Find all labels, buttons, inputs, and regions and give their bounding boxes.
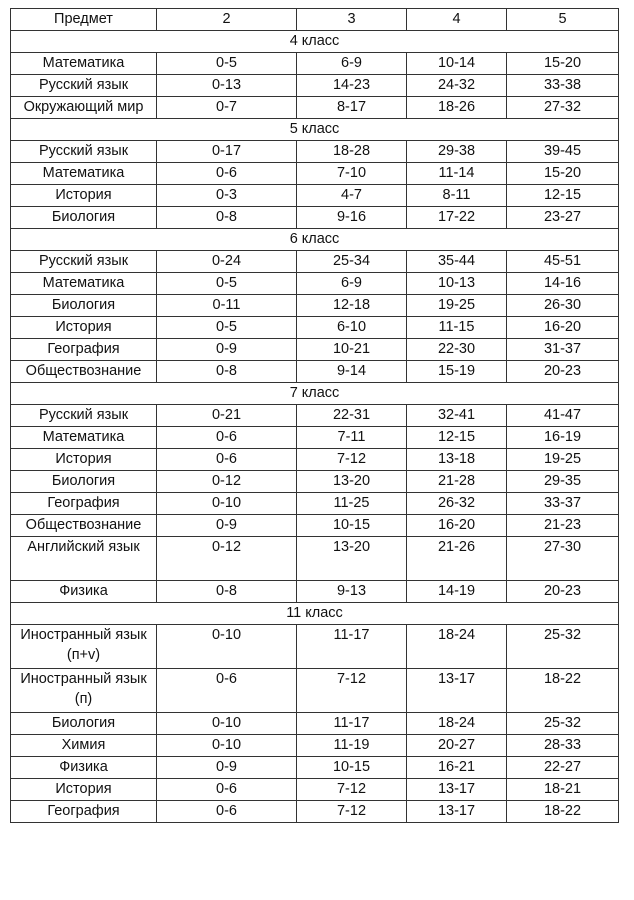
subject-cell: История [11,779,157,801]
grade-4-cell: 14-19 [407,581,507,603]
table-row [11,471,619,493]
grade-5-cell: 18-22 [507,669,619,713]
table-row [11,141,619,163]
grade-5-cell: 15-20 [507,163,619,185]
grade-5-cell: 31-37 [507,339,619,361]
grade-3-cell: 11-19 [297,735,407,757]
header-cell-grade-3: 3 [297,9,407,31]
table-row [11,779,619,801]
subject-cell: Биология [11,295,157,317]
subject-cell: Математика [11,53,157,75]
table-row [11,493,619,515]
table-row [11,185,619,207]
section-title: 7 класс [11,383,619,405]
subject-cell: Иностранный язык (п+v) [11,625,157,669]
grade-5-cell: 23-27 [507,207,619,229]
grade-4-cell: 20-27 [407,735,507,757]
table-row [11,405,619,427]
grade-3-cell: 10-21 [297,339,407,361]
grade-3-cell: 9-14 [297,361,407,383]
grade-4-cell: 12-15 [407,427,507,449]
table-row [11,713,619,735]
subject-cell: Обществознание [11,515,157,537]
grade-3-cell: 13-20 [297,471,407,493]
table-row [11,339,619,361]
subject-cell: Русский язык [11,251,157,273]
grade-5-cell: 29-35 [507,471,619,493]
subject-cell: Иностранный язык (п) [11,669,157,713]
grade-3-cell: 11-25 [297,493,407,515]
grade-4-cell: 21-26 [407,537,507,581]
grade-2-cell: 0-8 [157,207,297,229]
grade-3-cell: 14-23 [297,75,407,97]
grade-3-cell: 25-34 [297,251,407,273]
table-row [11,669,619,713]
table-row [11,251,619,273]
subject-cell: Русский язык [11,141,157,163]
grade-3-cell: 7-11 [297,427,407,449]
subject-cell: Обществознание [11,361,157,383]
grade-2-cell: 0-10 [157,713,297,735]
grade-3-cell: 7-12 [297,449,407,471]
grade-2-cell: 0-6 [157,449,297,471]
grade-5-cell: 21-23 [507,515,619,537]
grade-4-cell: 21-28 [407,471,507,493]
section-header-row [11,31,619,53]
header-cell-grade-2: 2 [157,9,297,31]
subject-cell: Окружающий мир [11,97,157,119]
grade-5-cell: 18-21 [507,779,619,801]
grade-3-cell: 11-17 [297,713,407,735]
subject-cell: Химия [11,735,157,757]
table-row [11,515,619,537]
grade-5-cell: 28-33 [507,735,619,757]
table-row [11,273,619,295]
grade-3-cell: 6-9 [297,53,407,75]
grade-5-cell: 14-16 [507,273,619,295]
grade-3-cell: 11-17 [297,625,407,669]
grade-2-cell: 0-12 [157,471,297,493]
subject-cell: Биология [11,713,157,735]
grade-5-cell: 12-15 [507,185,619,207]
grade-2-cell: 0-9 [157,757,297,779]
grade-4-cell: 11-14 [407,163,507,185]
grade-3-cell: 13-20 [297,537,407,581]
grade-3-cell: 7-12 [297,779,407,801]
subject-cell: История [11,449,157,471]
grade-4-cell: 29-38 [407,141,507,163]
grade-5-cell: 39-45 [507,141,619,163]
grade-2-cell: 0-6 [157,669,297,713]
table-row [11,801,619,823]
grade-5-cell: 25-32 [507,625,619,669]
grade-3-cell: 10-15 [297,757,407,779]
grade-2-cell: 0-6 [157,779,297,801]
table-row [11,207,619,229]
grade-5-cell: 20-23 [507,581,619,603]
section-title: 4 класс [11,31,619,53]
grade-2-cell: 0-13 [157,75,297,97]
grade-5-cell: 19-25 [507,449,619,471]
grade-5-cell: 15-20 [507,53,619,75]
table-row [11,449,619,471]
grade-5-cell: 26-30 [507,295,619,317]
grade-2-cell: 0-10 [157,735,297,757]
grade-2-cell: 0-8 [157,361,297,383]
grade-4-cell: 32-41 [407,405,507,427]
grade-4-cell: 13-17 [407,801,507,823]
grade-5-cell: 22-27 [507,757,619,779]
grade-2-cell: 0-11 [157,295,297,317]
table-row [11,757,619,779]
grade-5-cell: 16-20 [507,317,619,339]
grade-4-cell: 10-14 [407,53,507,75]
grade-4-cell: 15-19 [407,361,507,383]
subject-cell: Математика [11,273,157,295]
grade-2-cell: 0-10 [157,625,297,669]
subject-cell: Русский язык [11,75,157,97]
grade-5-cell: 27-32 [507,97,619,119]
section-header-row [11,119,619,141]
grade-4-cell: 8-11 [407,185,507,207]
grade-4-cell: 24-32 [407,75,507,97]
grade-5-cell: 41-47 [507,405,619,427]
subject-cell: Физика [11,757,157,779]
subject-cell: Математика [11,427,157,449]
subject-cell: История [11,317,157,339]
section-title: 11 класс [11,603,619,625]
table-row [11,427,619,449]
subject-cell: География [11,339,157,361]
grade-2-cell: 0-6 [157,427,297,449]
grade-2-cell: 0-6 [157,801,297,823]
table-row [11,295,619,317]
grade-5-cell: 33-37 [507,493,619,515]
table-row [11,735,619,757]
header-row [11,9,619,31]
subject-cell: Биология [11,471,157,493]
grade-3-cell: 10-15 [297,515,407,537]
grade-3-cell: 4-7 [297,185,407,207]
grade-2-cell: 0-10 [157,493,297,515]
grade-5-cell: 45-51 [507,251,619,273]
grade-4-cell: 11-15 [407,317,507,339]
grade-2-cell: 0-24 [157,251,297,273]
grade-2-cell: 0-17 [157,141,297,163]
table-row [11,361,619,383]
grade-3-cell: 8-17 [297,97,407,119]
grade-4-cell: 18-26 [407,97,507,119]
section-title: 6 класс [11,229,619,251]
table-row [11,53,619,75]
grade-4-cell: 13-17 [407,669,507,713]
grade-4-cell: 13-17 [407,779,507,801]
subject-cell: История [11,185,157,207]
table-row [11,625,619,669]
table-row [11,163,619,185]
table-body [11,31,619,823]
grade-3-cell: 22-31 [297,405,407,427]
grade-2-cell: 0-9 [157,515,297,537]
section-header-row [11,383,619,405]
subject-cell: География [11,801,157,823]
grade-3-cell: 6-9 [297,273,407,295]
grade-3-cell: 6-10 [297,317,407,339]
grade-4-cell: 35-44 [407,251,507,273]
grade-3-cell: 7-12 [297,801,407,823]
grade-4-cell: 17-22 [407,207,507,229]
grade-4-cell: 26-32 [407,493,507,515]
grade-conversion-table [10,8,619,823]
grade-3-cell: 7-12 [297,669,407,713]
table-row [11,75,619,97]
subject-cell: География [11,493,157,515]
grade-3-cell: 7-10 [297,163,407,185]
section-header-row [11,229,619,251]
grade-2-cell: 0-12 [157,537,297,581]
grade-2-cell: 0-21 [157,405,297,427]
grade-4-cell: 18-24 [407,625,507,669]
grade-2-cell: 0-5 [157,53,297,75]
grade-2-cell: 0-6 [157,163,297,185]
grade-5-cell: 27-30 [507,537,619,581]
grade-3-cell: 9-16 [297,207,407,229]
subject-cell: Английский язык [11,537,157,581]
grade-3-cell: 12-18 [297,295,407,317]
grade-4-cell: 16-20 [407,515,507,537]
grade-2-cell: 0-5 [157,317,297,339]
grade-5-cell: 33-38 [507,75,619,97]
grade-2-cell: 0-7 [157,97,297,119]
table-row [11,97,619,119]
header-cell-grade-5: 5 [507,9,619,31]
grade-2-cell: 0-5 [157,273,297,295]
grade-3-cell: 18-28 [297,141,407,163]
grade-5-cell: 20-23 [507,361,619,383]
grade-4-cell: 16-21 [407,757,507,779]
grade-4-cell: 19-25 [407,295,507,317]
grade-3-cell: 9-13 [297,581,407,603]
subject-cell: Биология [11,207,157,229]
subject-cell: Математика [11,163,157,185]
table-row [11,581,619,603]
grade-4-cell: 10-13 [407,273,507,295]
grade-5-cell: 25-32 [507,713,619,735]
table-row [11,317,619,339]
grade-2-cell: 0-8 [157,581,297,603]
header-cell-grade-4: 4 [407,9,507,31]
grade-2-cell: 0-3 [157,185,297,207]
subject-cell: Физика [11,581,157,603]
grade-4-cell: 22-30 [407,339,507,361]
table-row [11,537,619,581]
header-cell-subject: Предмет [11,9,157,31]
grade-2-cell: 0-9 [157,339,297,361]
grade-5-cell: 16-19 [507,427,619,449]
subject-cell: Русский язык [11,405,157,427]
section-header-row [11,603,619,625]
grade-5-cell: 18-22 [507,801,619,823]
grade-4-cell: 13-18 [407,449,507,471]
grade-4-cell: 18-24 [407,713,507,735]
section-title: 5 класс [11,119,619,141]
